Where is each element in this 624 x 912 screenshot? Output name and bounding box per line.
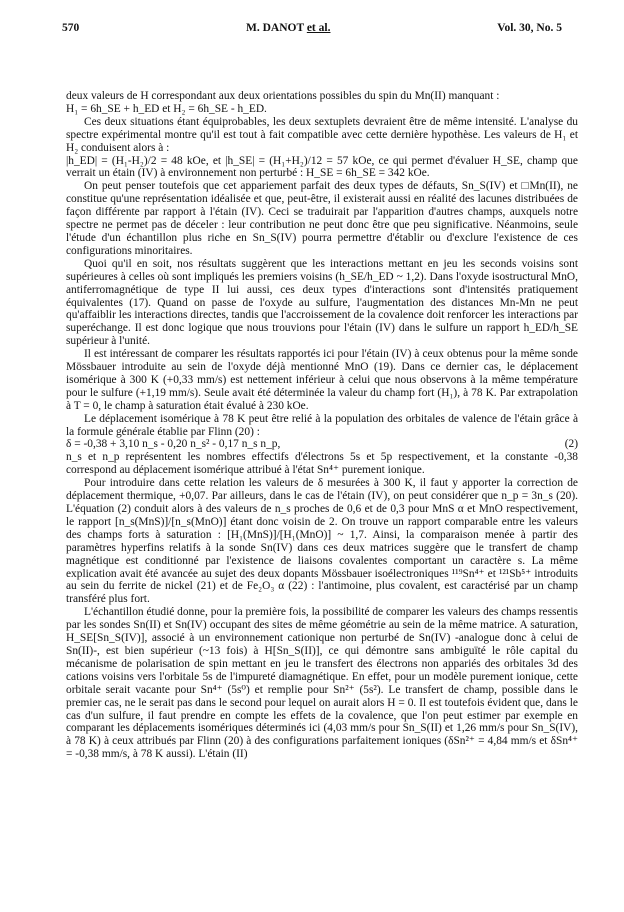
author-etal: et al. [306,22,331,34]
paragraph: |h_ED| = (H₁-H₂)/2 = 48 kOe, et |h_SE| = (H₁+H₂)/12 = 57 kOe, ce qui permet d'évaluer H_SE, champ que verrait un étain (IV) à environnement non perturbé : H_SE = 6h_SE = 342 kOe. [66,154,578,180]
equation-2 [66,438,578,451]
paragraph: Il est intéressant de comparer les résultats rapportés ici pour l'étain (IV) à ceux obtenus pour la même sonde Mössbauer introduite au sein de l'oxyde déjà mentionné MnO (19). Dans ce dernier cas, le déplacement isomérique à 300 K (+0,33 mm/s) est nettement inférieur à celui que nous observons à la même température pour le sulfure (+1,19 mm/s). Seule avait été déterminée la valeur du champ fort (H₁), à 78 K. Par extrapolation à T = 0, le champ à saturation était évalué à 230 kOe. [66,348,578,412]
author-line [246,22,330,34]
volume-info: Vol. 30, No. 5 [497,22,562,34]
paragraph: Le déplacement isomérique à 78 K peut être relié à la population des orbitales de valence de l'étain grâce à la formule générale établie par Flinn (20) : [66,412,578,438]
paragraph: Pour introduire dans cette relation les valeurs de δ mesurées à 300 K, il faut y apporter la correction de déplacement thermique, +0,07. Par ailleurs, dans le cas de l'étain (IV), on peut considérer que n_p = 3n_s (20). L'équation (2) conduit alors à des valeurs de n_s proches de 0,6 et de 0,3 pour MnS α et MnO respectivement, le rapport [n_s(MnS)]/[n_s(MnO)] étant donc voisin de 2. On trouve un rapport comparable entre les valeurs des champs forts à saturation : [H₁(MnS)]/[H₁(MnO)] ~ 1,7. Ainsi, la comparaison menée à partir des paramètres hyperfins relatifs à la sonde Sn(IV) dans ces deux matrices suggère que le transfert de champ magnétique est conditionné par l'existence de liaisons covalentes comportant un caractère s. La même explication avait été avancée au sujet des deux dopants Mössbauer isoélectroniques ¹¹⁹Sn⁴⁺ et ¹²¹Sb⁵⁺ introduits au sein du ferrite de nickel (21) et de Fe₂O₃ α (22) : l'antimoine, plus covalent, est caractérisé par un champ transféré plus fort. [66,477,578,606]
page-number: 570 [62,22,80,34]
running-header [62,22,562,34]
paragraph: Quoi qu'il en soit, nos résultats suggèrent que les interactions mettant en jeu les seconds voisins sont supérieures à celles où sont impliqués les premiers voisins (h_SE/h_ED ~ 1,2). Dans l'oxyde isostructural MnO, antiferromagnétique de type II lui aussi, ces deux types d'interactions sont d'intensités pratiquement équivalentes (17). Quand on passe de l'oxyde au sulfure, l'augmentation des distances Mn-Mn ne peut qu'affaiblir les interactions directes, tandis que l'accroissement de la covalence doit renforcer les interactions par superéchange. Il est donc logique que nous trouvions pour l'étain (IV) dans le sulfure un rapport h_ED/h_SE supérieur à l'unité. [66,257,578,348]
paragraph: n_s et n_p représentent les nombres effectifs d'électrons 5s et 5p respectivement, et la constante -0,38 correspond au déplacement isomérique attribué à l'état Sn⁴⁺ purement ionique. [66,451,578,477]
paragraph: On peut penser toutefois que cet appariement parfait des deux types de défauts, Sn_S(IV) et □Mn(II), ne constitue qu'une représentation idéalisée et que, peut-être, il existerait aussi en réalité des lacunes distribuées de façon différente par rapport à l'étain (IV). Ceci se traduirait par l'apparition d'autres champs, auxquels notre spectre ne permet pas de déceler : leur contribution ne peut donc être que peu significative. Néanmoins, seule l'étude d'un échantillon plus riche en Sn_S(IV) pourra permettre d'établir ou d'exclure l'existence de ces configurations minoritaires. [66,180,578,257]
paragraph: deux valeurs de H correspondant aux deux orientations possibles du spin du Mn(II) manquant : [66,90,500,102]
paragraph: L'échantillon étudié donne, pour la première fois, la possibilité de comparer les valeurs des champs ressentis par les sondes Sn(II) et Sn(IV) occupant des sites de même géométrie au sein de la même matrice. A saturation, H_SE[Sn_S(IV)], associé à un environnement cationique non perturbé de Sn(IV) -analogue donc à celui de Sn(II)-, est bien supérieur (~13 fois) à H[Sn_S(II)], ce qui démontre sans ambiguïté le rôle capital du mécanisme de polarisation de spin mettant en jeu le transfert des électrons non appariés des orbitales 3d des cations voisins vers l'orbitale 5s de l'impureté diamagnétique. En effet, pour un modèle purement ionique, cette orbitale serait vacante pour Sn⁴⁺ (5s⁰) et remplie pour Sn²⁺ (5s²). Le transfert de champ, possible dans le premier cas, ne le serait pas dans le second pour lequel on aurait alors H = 0. Il est toutefois évident que, dans le cas d'un sulfure, il faut prendre en compte les effets de la covalence, que l'on peut estimer par exemple en comparant les déplacements isomériques déterminés ici (4,03 mm/s pour Sn_S(II) et 1,26 mm/s pour Sn_S(IV), à 78 K) à ceux attribués par Flinn (20) à des configurations parfaitement ioniques (δSn²⁺ = 4,84 mm/s et δSn⁴⁺ = -0,38 mm/s, à 78 K aussi). L'étain (II) [66,606,578,761]
equation-line: H₁ = 6h_SE + h_ED et H₂ = 6h_SE - h_ED. [66,102,267,115]
author-name: M. DANOT [246,22,304,34]
equation-number: (2) [564,438,578,451]
paragraph: Ces deux situations étant équiprobables, les deux sextuplets devraient être de même intensité. L'analyse du spectre expérimental montre qu'il est tout à fait compatible avec cette dernière hypothèse. Les valeurs de H₁ et H₂ conduisent alors à : [66,115,578,154]
equation-expression: δ = -0,38 + 3,10 n_s - 0,20 n_s² - 0,17 n_s n_p, [66,438,281,451]
article-body [66,90,578,761]
